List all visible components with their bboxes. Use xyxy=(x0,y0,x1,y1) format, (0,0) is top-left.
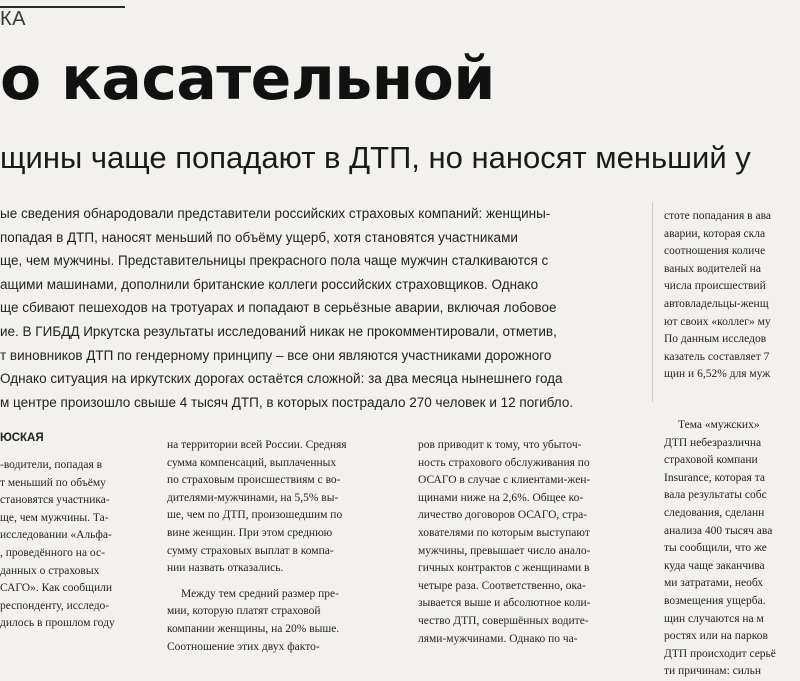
lead-line: ще, чем мужчины. Представительницы прекрасного пола чаще мужчин сталкиваются с xyxy=(0,253,549,269)
column-line: т меньший по объёму xyxy=(0,476,106,489)
column-line: возмещения ущерба. xyxy=(664,594,766,607)
column-line: щинами ниже на 2,6%. Общее ко- xyxy=(418,491,584,504)
column-line: куда чаще заканчива xyxy=(664,559,765,572)
column-line: чество ДТП, совершённых водите- xyxy=(418,614,589,627)
column-line: Соотношение этих двух факто- xyxy=(167,640,320,653)
column-line: хователями по которым выступают xyxy=(418,526,590,539)
column-line: мужчины, превышает число анало- xyxy=(418,544,591,557)
column-line: ми затратами, необх xyxy=(664,577,764,590)
column-line: следования, сделанн xyxy=(664,506,765,519)
body-column-2 xyxy=(167,437,391,656)
column-line: ты сообщили, что же xyxy=(664,542,767,555)
column-line: респонденту, исследо- xyxy=(0,599,110,612)
column-line: аварии, которая скла xyxy=(664,227,766,240)
lead-line: ие. В ГИБДД Иркутска результаты исследований никак не прокомментировали, отметив, xyxy=(0,323,557,339)
lead-line: т виновников ДТП по гендерному принципу – все они являются участниками дорожного xyxy=(0,347,552,363)
column-line: лями-мужчинами. Однако по ча- xyxy=(418,632,578,645)
column-line: Между тем средний размер пре- xyxy=(181,587,339,600)
column-line: ют своих «коллег» му xyxy=(664,315,771,328)
column-line: мии, которую платят страховой xyxy=(167,605,321,618)
column-line: исследовании «Альфа- xyxy=(0,529,112,542)
column-line: страховой компани xyxy=(664,454,758,467)
column-line: вала результаты собс xyxy=(664,489,767,502)
rubric-label: КА xyxy=(0,8,26,30)
column-line: По данным исследов xyxy=(664,333,767,346)
column-line: зывается выше и абсолютное коли- xyxy=(418,597,591,610)
lead-line: ащими машинами, дополнили британские коллеги российских страховщиков. Однако xyxy=(0,276,539,292)
author-byline: ЮСКАЯ xyxy=(0,432,44,444)
column-line: компании женщины, на 20% выше. xyxy=(167,622,340,635)
column-line: автовладельцы-женщ xyxy=(664,297,769,310)
column-line: сумма компенсаций, выплаченных xyxy=(167,456,337,469)
column-line: сумму страховых выплат в компа- xyxy=(167,544,334,557)
lead-line: попадая в ДТП, наносят меньший по объёму ущерб, хотя становятся участниками xyxy=(0,229,518,245)
column-line: соотношения количе xyxy=(664,245,766,258)
column-line: анализа 400 тысяч ава xyxy=(664,524,773,537)
column-line: ше, чем по ДТП, произошедшим по xyxy=(167,509,343,522)
column-divider xyxy=(652,202,653,402)
column-line xyxy=(167,578,391,586)
lead-paragraph xyxy=(0,202,650,414)
column-line: ОСАГО в случае с клиентами-жен- xyxy=(418,474,591,487)
column-line: вине женщин. При этом среднюю xyxy=(167,526,333,539)
body-column-1 xyxy=(0,457,148,633)
column-line: казатель составляет 7 xyxy=(664,350,770,363)
column-line: дилось в прошлом году xyxy=(0,617,115,630)
column-line: на территории всей России. Средняя xyxy=(167,439,347,451)
column-line: по страховым происшествиям с во- xyxy=(167,474,341,487)
right-column-top xyxy=(664,208,800,384)
column-line: ность страхового обслуживания по xyxy=(418,456,590,469)
body-column-4 xyxy=(664,417,800,681)
headline: о касательной xyxy=(0,44,495,114)
lead-line: ые сведения обнародовали представители российских страховых компаний: женщины- xyxy=(0,206,551,221)
column-line: ДТП небезразлична xyxy=(664,436,762,449)
column-line: ще, чем мужчины. Та- xyxy=(0,511,109,524)
column-line: гичных контрактов с женщинами в xyxy=(418,562,590,575)
column-line: САГО». Как сообщили xyxy=(0,582,113,595)
column-line: ДТП происходит серьё xyxy=(664,647,776,660)
column-line: -водители, попадая в xyxy=(0,459,103,471)
column-line: данных о страховых xyxy=(0,564,100,577)
column-line: Insurance, которая та xyxy=(664,471,765,484)
column-line: щин и 6,52% для муж xyxy=(664,368,771,381)
column-line: стоте попадания в ава xyxy=(664,210,771,222)
body-column-3 xyxy=(418,437,646,648)
column-line: четыре раза. Соответственно, ока- xyxy=(418,579,586,592)
column-line: ти причинам: сильн xyxy=(664,665,762,678)
column-line: ростях или на парков xyxy=(664,630,768,643)
column-line: числа происшествий xyxy=(664,280,766,293)
column-line: дителями-мужчинами, на 5,5% вы- xyxy=(167,491,339,504)
column-line: щин случаются на м xyxy=(664,612,764,625)
column-line: становятся участника- xyxy=(0,494,110,507)
column-line: ваных водителей на xyxy=(664,262,761,275)
column-line: Тема «мужских» xyxy=(678,419,760,431)
column-line: ров приводит к тому, что убыточ- xyxy=(418,439,582,451)
lead-line: ще сбивают пешеходов на тротуарах и попадают в серьёзные аварии, включая лобовое xyxy=(0,300,557,316)
column-line: , проведённого на ос- xyxy=(0,546,105,559)
column-line: нии назвать отказались. xyxy=(167,562,284,575)
lead-line: м центре произошло свыше 4 тысяч ДТП, в которых пострадало 270 человек и 12 погибло. xyxy=(0,394,574,410)
column-line: личество договоров ОСАГО, стра- xyxy=(418,509,588,522)
subheadline: щины чаще попадают в ДТП, но наносят меньший у xyxy=(0,140,751,175)
lead-line: Однако ситуация на иркутских дорогах остаётся сложной: за два месяца нынешнего года xyxy=(0,371,563,387)
